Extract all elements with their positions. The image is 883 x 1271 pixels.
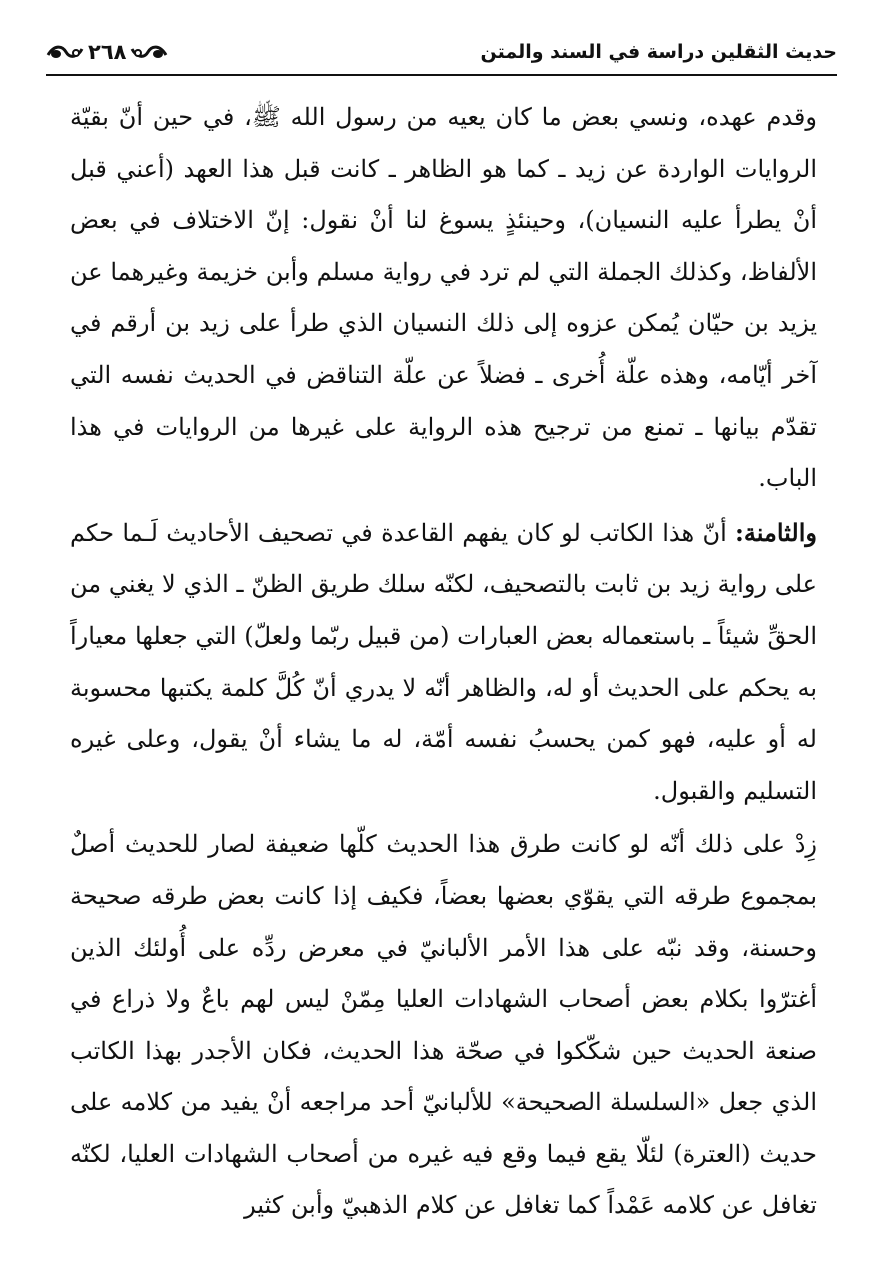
paragraph	[70, 819, 817, 1232]
paragraph-text: وقدم عهده، ونسي بعض ما كان يعيه من رسول الله ﷺ، في حين أنّ بقيّة الروايات الواردة عن زيد ـ كما هو الظاهر ـ كانت قبل هذا العهد (أعني قبل أنْ يطرأ عليه النسيان)، وحينئذٍ يسوغ لنا أنْ نقول: إنّ الاختلاف في بعض الألفاظ، وكذلك الجملة التي لم ترد في رواية مسلم وأبن خزيمة وغيرهما عن يزيد بن حيّان يُمكن عزوه إلى ذلك النسيان الذي طرأ على زيد بن أرقم في آخر أيّامه، وهذه علّة أُخرى ـ فضلاً عن علّة التناقض في الحديث نفسه التي تقدّم بيانها ـ تمنع من ترجيح هذه الرواية على غيرها من الروايات في هذا الباب.	[70, 103, 817, 493]
paragraph	[70, 507, 817, 818]
paragraph-text: زِدْ على ذلك أنّه لو كانت طرق هذا الحديث كلّها ضعيفة لصار للحديث أصلٌ بمجموع طرقه التي يقوّي بعضها بعضاً، فكيف إذا كانت بعض طرقه صحيحة وحسنة، وقد نبّه على هذا الأمر الألبانيّ في معرض ردِّه على أُولئك الذين أغترّوا بكلام بعض أصحاب الشهادات العليا مِمّنْ ليس لهم باعٌ ولا ذراع في صنعة الحديث حين شكّكوا في صحّة هذا الحديث، فكان الأجدر بهذا الكاتب الذي جعل «السلسلة الصحيحة» للألبانيّ أحد مراجعه أنْ يفيد من كلامه على حديث (العترة) لئلّا يقع فيما وقع فيه غيره من أصحاب الشهادات العليا، لكنّه تغافل عن كلامه عَمْداً كما تغافل عن كلام الذهبيّ وأبن كثير	[70, 830, 818, 1220]
paragraph	[70, 92, 817, 505]
paragraph-text: أنّ هذا الكاتب لو كان يفهم القاعدة في تصحيف الأحاديث لَـما حكم على رواية زيد بن ثابت بالتصحيف، لكنّه سلك طريق الظنّ ـ الذي لا يغني من الحقِّ شيئاً ـ باستعماله بعض العبارات (من قبيل ربّما ولعلّ) التي جعلها معياراً به يحكم على الحديث أو له، والظاهر أنّه لا يدري أنّ كُلَّ كلمة يكتبها محسوبة له أو عليه، فهو كمن يحسبُ نفسه أمّة، له ما يشاء أنْ يقول، وعلى غيره التسليم والقبول.	[70, 518, 818, 805]
header-rule	[46, 74, 837, 76]
page-number-block	[46, 40, 168, 64]
page-number-ornament-icon	[46, 43, 84, 61]
paragraph-lead: والثامنة:	[735, 517, 817, 547]
page-number: ٢٦٨	[88, 40, 127, 64]
running-title: حديث الثقلين دراسة في السند والمتن	[480, 41, 837, 63]
body-text	[70, 92, 817, 1232]
page-number-ornament-icon	[130, 43, 168, 61]
page-header	[46, 30, 837, 74]
